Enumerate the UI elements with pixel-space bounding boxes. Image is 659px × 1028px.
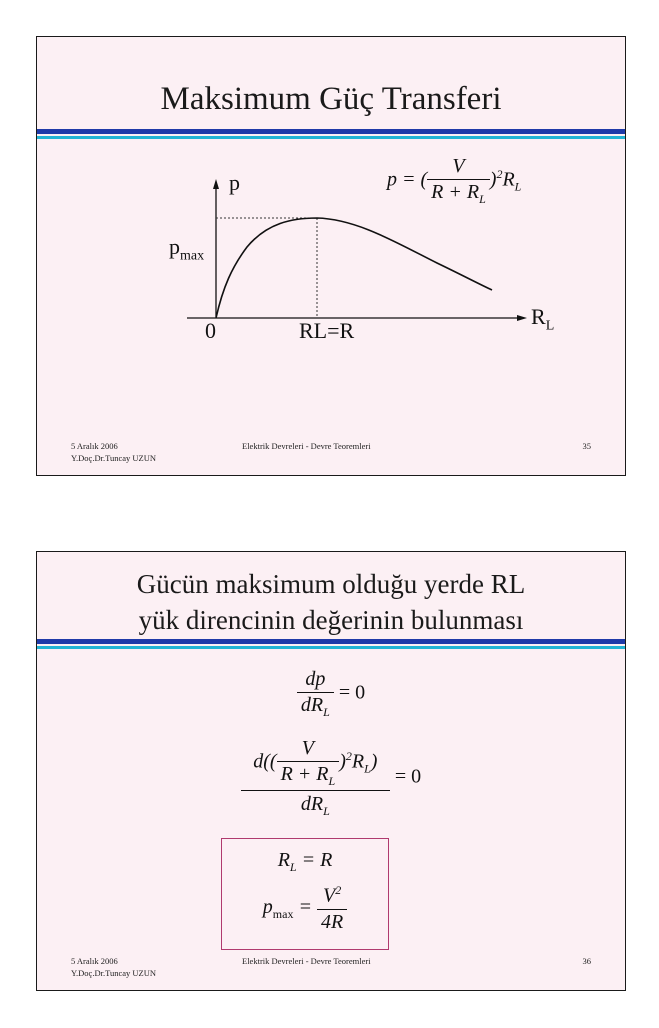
result-pmax-num-exp: 2 [335, 883, 342, 897]
eq2-den-sub: L [323, 804, 330, 818]
pmax-label [169, 234, 204, 264]
footer-author: Y.Doç.Dr.Tuncay UZUN [71, 968, 156, 978]
result-pmax-numerator: V [322, 884, 336, 907]
formula-lhs: p = ( [387, 168, 428, 191]
x-axis-sub: L [545, 318, 555, 334]
eq2-inner-numerator: V [301, 737, 314, 759]
footer-author: Y.Doç.Dr.Tuncay UZUN [71, 453, 156, 463]
formula-tail: R [502, 168, 515, 191]
slide-title: Maksimum Güç Transferi [160, 81, 502, 117]
power-curve [216, 218, 492, 318]
derivative-equation [37, 668, 625, 720]
result-rl-sub: L [289, 860, 297, 874]
y-axis-label: p [229, 170, 240, 195]
result-rl-rhs: = R [301, 849, 333, 871]
formula-denominator: R + R [431, 181, 480, 203]
formula-numerator: V [452, 155, 465, 177]
eq2-num-post-sub: L [364, 761, 371, 776]
footer-left [71, 955, 156, 979]
title-line-1: Gücün maksimum olduğu yerde RL [136, 569, 526, 599]
slide-35 [36, 36, 626, 476]
footer-course: Elektrik Devreleri - Devre Teoremleri [242, 956, 371, 966]
footer-date: 5 Aralık 2006 [71, 441, 118, 451]
title-divider [37, 129, 625, 139]
origin-label: 0 [205, 318, 216, 343]
peak-label: RL=R [299, 318, 355, 343]
footer-date: 5 Aralık 2006 [71, 956, 118, 966]
eq2-exponent: 2 [345, 748, 352, 763]
footer-page-number: 36 [582, 956, 591, 966]
power-curve-graph [37, 157, 627, 387]
pmax-sub: max [180, 248, 205, 264]
result-pmax-sub: max [272, 906, 294, 921]
eq2-num-close: ) [370, 750, 378, 773]
eq2-num-post: R [351, 750, 365, 773]
x-axis-label [531, 304, 554, 334]
eq1-numerator: dp [305, 668, 326, 690]
y-axis-arrow [213, 179, 219, 189]
power-formula: p = ( $\frac{V}{R + R_L}$ )$^2R_L$ [387, 155, 522, 206]
footer-course: Elektrik Devreleri - Devre Teoremleri [242, 441, 371, 451]
formula-exponent: 2 [496, 166, 503, 181]
title-divider [37, 639, 625, 649]
footer-page-number: 35 [582, 441, 591, 451]
eq2-rhs: = 0 [394, 765, 422, 788]
result-pmax [222, 883, 388, 934]
eq2-num-pre: d(( [253, 750, 277, 773]
result-pmax-lhs: p [262, 895, 273, 918]
eq1-rhs: = 0 [338, 681, 366, 704]
result-rl-lhs: R [277, 849, 290, 871]
formula-den-sub: L [479, 192, 486, 206]
result-box [221, 838, 389, 950]
result-pmax-denominator: 4R [317, 909, 347, 934]
title-line-2: yük direncinin değerinin bulunması [138, 605, 524, 635]
expanded-derivative-equation: d(( $\frac{V}{R + R_L}$ )$^2R_L$) $dR_L$ = 0 [37, 737, 625, 819]
eq2-inner-denominator: R + R [280, 763, 329, 785]
slide-36 [36, 551, 626, 991]
eq2-denominator: dR [300, 793, 324, 815]
footer-left [71, 440, 156, 464]
eq2-inner-den-sub: L [328, 774, 336, 788]
pmax-text: p [169, 234, 180, 259]
formula-tail-sub: L [514, 179, 522, 194]
slide-title [37, 566, 625, 638]
x-axis-arrow [517, 315, 527, 321]
result-rl [222, 849, 388, 875]
result-pmax-eq: = [298, 895, 312, 918]
eq1-den-sub: L [323, 705, 330, 719]
eq1-denominator: dR [300, 694, 324, 716]
x-axis-text: R [531, 304, 546, 329]
